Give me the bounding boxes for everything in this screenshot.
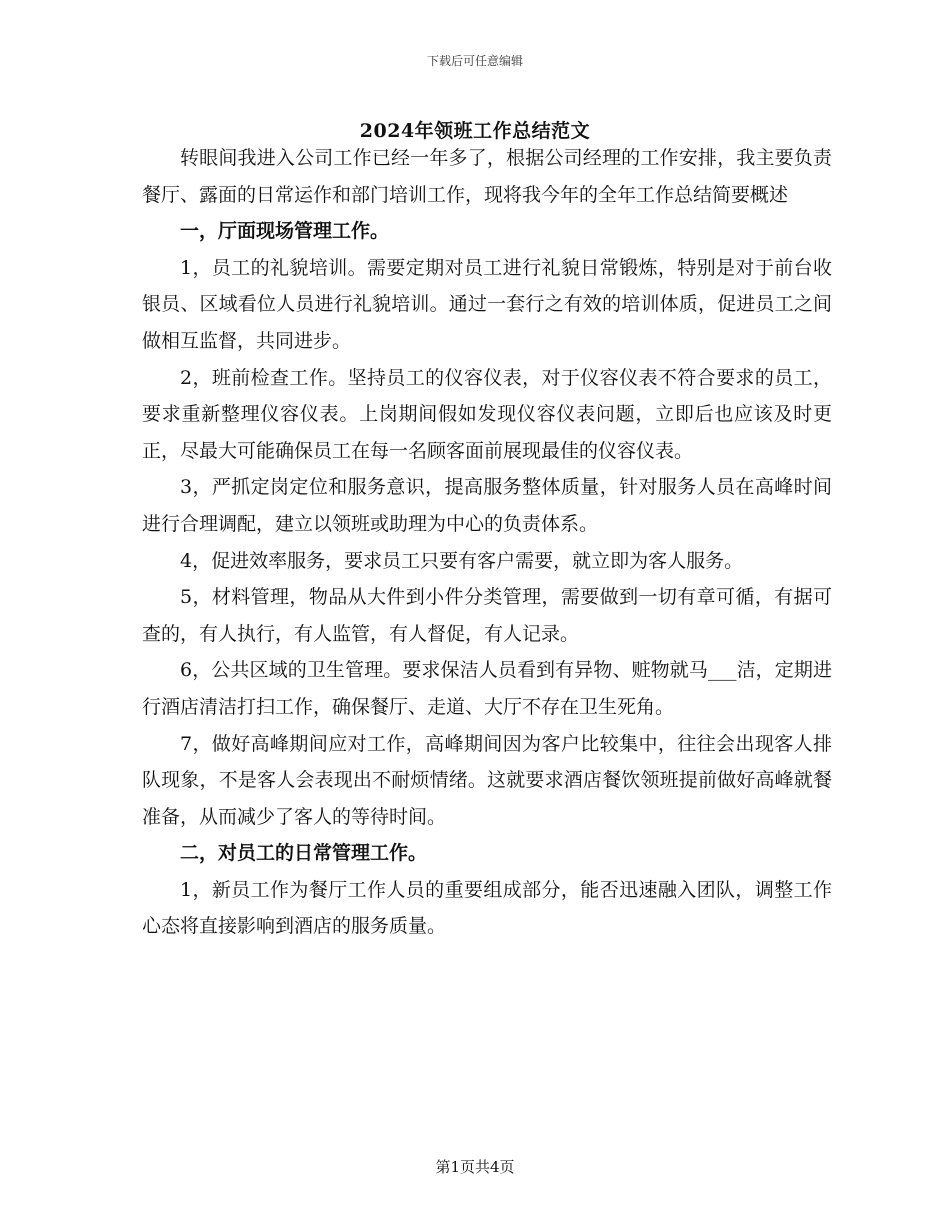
document-title: 2024年领班工作总结范文	[359, 120, 591, 142]
list-item-1-2: 2，班前检查工作。坚持员工的仪容仪表，对于仪容仪表不符合要求的员工，要求重新整理仪容仪表。上岗期间假如发现仪容仪表问题，立即后也应该及时更正，尽最大可能确保员工在每一名顾客面前展现最佳的仪容仪表。	[142, 366, 832, 462]
list-item-1-1: 1，员工的礼貌培训。需要定期对员工进行礼貌日常锻炼，特别是对于前台收银员、区域看位人员进行礼貌培训。通过一套行之有效的培训体质，促进员工之间做相互监督，共同进步。	[142, 256, 832, 352]
list-item-1-5: 5，材料管理，物品从大件到小件分类管理，需要做到一切有章可循，有据可查的，有人执行，有人监管，有人督促，有人记录。	[142, 586, 832, 645]
list-item-1-3: 3，严抓定岗定位和服务意识，提高服务整体质量，针对服务人员在高峰时间进行合理调配，建立以领班或助理为中心的负责体系。	[142, 476, 832, 535]
document-body	[142, 140, 832, 945]
page-number: 第1页共4页	[435, 1158, 515, 1176]
header-note: 下载后可任意编辑	[426, 54, 523, 68]
section-heading-2: 二，对员工的日常管理工作。	[180, 842, 428, 865]
list-item-2-1: 1，新员工作为餐厅工作人员的重要组成部分，能否迅速融入团队，调整工作心态将直接影响到酒店的服务质量。	[142, 878, 832, 938]
intro-paragraph: 转眼间我进入公司工作已经一年多了，根据公司经理的工作安排，我主要负责餐厅、露面的日常运作和部门培训工作，现将我今年的全年工作总结简要概述	[142, 147, 832, 206]
list-item-1-6: 6，公共区域的卫生管理。要求保洁人员看到有异物、赃物就马___洁，定期进行酒店清洁打扫工作，确保餐厅、走道、大厅不存在卫生死角。	[142, 659, 832, 718]
list-item-1-7: 7，做好高峰期间应对工作，高峰期间因为客户比较集中，往往会出现客人排队现象，不是客人会表现出不耐烦情绪。这就要求酒店餐饮领班提前做好高峰就餐准备，从而减少了客人的等待时间。	[142, 732, 832, 828]
list-item-1-4: 4，促进效率服务，要求员工只要有客户需要，就立即为客人服务。	[180, 549, 744, 572]
section-heading-1: 一，厅面现场管理工作。	[180, 220, 390, 243]
